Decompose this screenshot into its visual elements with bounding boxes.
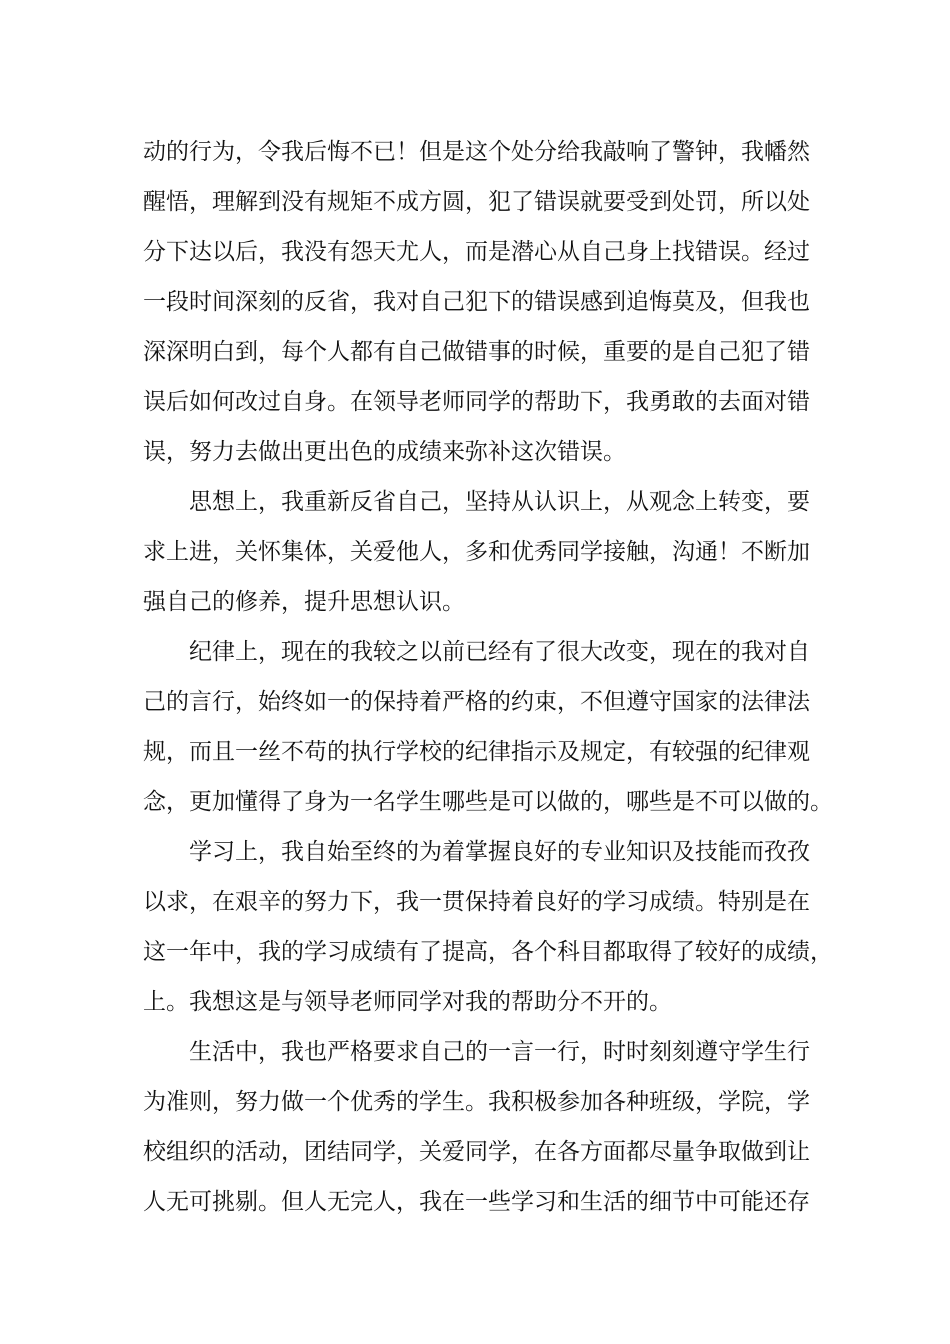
text-line: 己的言行，始终如一的保持着严格的约束，不但遵守国家的法律法: [143, 689, 810, 715]
text-line: 一段时间深刻的反省，我对自己犯下的错误感到追悔莫及，但我也: [143, 289, 810, 315]
body-text: [143, 127, 833, 1227]
text-line: 生活中，我也严格要求自己的一言一行，时时刻刻遵守学生行: [143, 1039, 810, 1065]
text-line: 强自己的修养，提升思想认识。: [143, 589, 465, 615]
text-line: 上。我想这是与领导老师同学对我的帮助分不开的。: [143, 989, 672, 1015]
text-line: 思想上，我重新反省自己，坚持从认识上，从观念上转变，要: [143, 489, 810, 515]
text-line: 学习上，我自始至终的为着掌握良好的专业知识及技能而孜孜: [143, 839, 810, 865]
text-line: 动的行为，令我后悔不已！但是这个处分给我敲响了警钟，我幡然: [143, 139, 810, 165]
text-line: 念，更加懂得了身为一名学生哪些是可以做的，哪些是不可以做的。: [143, 789, 833, 815]
text-line: 这一年中，我的学习成绩有了提高，各个科目都取得了较好的成绩，: [143, 939, 833, 965]
text-line: 规，而且一丝不苟的执行学校的纪律指示及规定，有较强的纪律观: [143, 739, 810, 765]
text-line: 校组织的活动，团结同学，关爱同学，在各方面都尽量争取做到让: [143, 1139, 810, 1165]
text-line: 人无可挑剔。但人无完人，我在一些学习和生活的细节中可能还存: [143, 1189, 810, 1215]
text-line: 深深明白到，每个人都有自己做错事的时候，重要的是自己犯了错: [143, 339, 810, 365]
text-line: 误，努力去做出更出色的成绩来弥补这次错误。: [143, 439, 626, 465]
text-line: 分下达以后，我没有怨天尤人，而是潜心从自己身上找错误。经过: [143, 239, 810, 265]
text-line: 求上进，关怀集体，关爱他人，多和优秀同学接触，沟通！不断加: [143, 539, 810, 565]
text-line: 误后如何改过自身。在领导老师同学的帮助下，我勇敢的去面对错: [143, 389, 810, 415]
text-line: 醒悟，理解到没有规矩不成方圆，犯了错误就要受到处罚，所以处: [143, 189, 810, 215]
text-line: 纪律上，现在的我较之以前已经有了很大改变，现在的我对自: [143, 639, 810, 665]
text-line: 为准则，努力做一个优秀的学生。我积极参加各种班级，学院，学: [143, 1089, 810, 1115]
text-line: 以求，在艰辛的努力下，我一贯保持着良好的学习成绩。特别是在: [143, 889, 810, 915]
